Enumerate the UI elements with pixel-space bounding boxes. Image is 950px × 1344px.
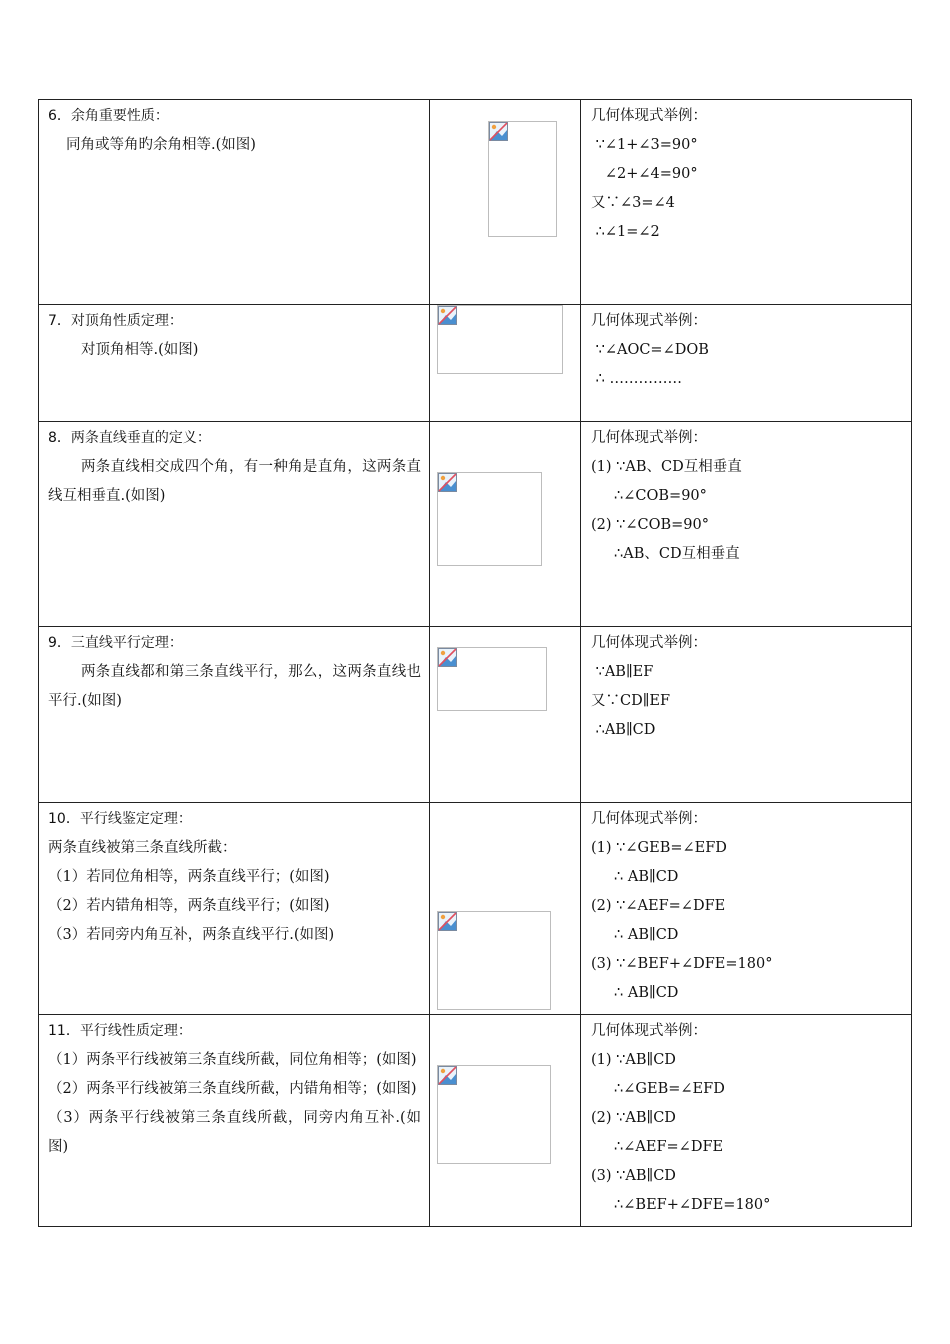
theorem-text-cell [39, 100, 430, 305]
theorem-title: 10．平行线鉴定定理： [48, 811, 192, 827]
figure-image [488, 121, 557, 237]
figure-cell [430, 627, 581, 803]
figure-cell [430, 803, 581, 1015]
example-line: ∴AB∥CD [591, 722, 656, 738]
theorem-title: 11．平行线性质定理： [48, 1023, 192, 1039]
example-line: ∴∠AEF=∠DFE [591, 1139, 724, 1155]
example-title: 几何体现式举例： [591, 313, 707, 329]
theorem-text-cell [39, 422, 430, 627]
example-cell [581, 422, 912, 627]
example-line: ∵∠1+∠3=90° [591, 137, 698, 153]
example-line: 又∵∠3=∠4 [591, 195, 675, 211]
figure-image [437, 1065, 551, 1164]
table-row [39, 305, 912, 422]
theorem-text-cell [39, 803, 430, 1015]
example-line: ∵∠AOC=∠DOB [591, 342, 709, 358]
theorem-body-line: （3）两条平行线被第三条直线所截，同旁内角互补.(如图) [48, 1110, 421, 1155]
figure-cell [430, 1015, 581, 1227]
figure-image [437, 911, 551, 1010]
example-line: ∴∠BEF+∠DFE=180° [591, 1197, 771, 1213]
example-title: 几何体现式举例： [591, 430, 707, 446]
example-line: ∴AB、CD互相垂直 [591, 546, 740, 562]
example-line: 又∵CD∥EF [591, 693, 671, 709]
theorem-text-cell [39, 627, 430, 803]
example-line: ∵AB∥EF [591, 664, 654, 680]
example-line: ∴∠COB=90° [591, 488, 707, 504]
theorem-body-line: 对顶角相等.(如图) [81, 342, 199, 358]
example-line: ∴ AB∥CD [591, 927, 679, 943]
table-row [39, 627, 912, 803]
example-title: 几何体现式举例： [591, 108, 707, 124]
theorem-body-line: （3）若同旁内角互补，两条直线平行.(如图) [48, 927, 335, 943]
figure-image [437, 305, 563, 374]
example-line: (2) ∵∠COB=90° [591, 517, 710, 533]
theorem-body-line: （2）若内错角相等，两条直线平行；(如图) [48, 898, 330, 914]
example-title: 几何体现式举例： [591, 811, 707, 827]
example-cell [581, 627, 912, 803]
theorem-title: 8．两条直线垂直的定义： [48, 430, 211, 446]
example-line: ∴∠1=∠2 [591, 224, 660, 240]
broken-image-icon [438, 912, 457, 931]
figure-cell [430, 305, 581, 422]
example-cell [581, 1015, 912, 1227]
theorem-body-line: （1）两条平行线被第三条直线所截，同位角相等；(如图) [48, 1052, 417, 1068]
example-line: (2) ∵AB∥CD [591, 1110, 676, 1126]
example-cell [581, 100, 912, 305]
theorem-body-line: （2）两条平行线被第三条直线所截，内错角相等；(如图) [48, 1081, 417, 1097]
example-line: ∴ AB∥CD [591, 985, 679, 1001]
theorem-title: 6．余角重要性质： [48, 108, 169, 124]
figure-cell [430, 422, 581, 627]
theorem-text-cell [39, 305, 430, 422]
figure-image [437, 472, 542, 566]
theorem-title: 9．三直线平行定理： [48, 635, 183, 651]
example-line: ∴ …………… [591, 371, 682, 387]
theorem-table [38, 99, 912, 1227]
table-row [39, 100, 912, 305]
broken-image-icon [438, 648, 457, 667]
example-line: (3) ∵∠BEF+∠DFE=180° [591, 956, 773, 972]
broken-image-icon [438, 306, 457, 325]
broken-image-icon [489, 122, 508, 141]
example-cell [581, 305, 912, 422]
table-row [39, 803, 912, 1015]
example-line: (1) ∵AB、CD互相垂直 [591, 459, 742, 475]
example-line: ∴∠GEB=∠EFD [591, 1081, 725, 1097]
example-line: (2) ∵∠AEF=∠DFE [591, 898, 726, 914]
figure-cell [430, 100, 581, 305]
theorem-title: 7．对顶角性质定理： [48, 313, 183, 329]
theorem-body-line: 两条直线都和第三条直线平行，那么，这两条直线也平行.(如图) [48, 664, 421, 709]
table-row [39, 1015, 912, 1227]
theorem-body-line: 两条直线相交成四个角，有一种角是直角，这两条直线互相垂直.(如图) [48, 459, 421, 504]
table-row [39, 422, 912, 627]
broken-image-icon [438, 473, 457, 492]
example-line: (1) ∵AB∥CD [591, 1052, 676, 1068]
example-line: (1) ∵∠GEB=∠EFD [591, 840, 727, 856]
figure-image [437, 647, 547, 711]
example-title: 几何体现式举例： [591, 635, 707, 651]
theorem-body-line: 两条直线被第三条直线所截： [48, 840, 237, 856]
example-cell [581, 803, 912, 1015]
theorem-text-cell [39, 1015, 430, 1227]
theorem-body-line: 同角或等角旳余角相等.(如图) [66, 137, 256, 153]
document-page [38, 99, 910, 1227]
example-title: 几何体现式举例： [591, 1023, 707, 1039]
broken-image-icon [438, 1066, 457, 1085]
example-line: ∠2+∠4=90° [591, 166, 698, 182]
theorem-body-line: （1）若同位角相等，两条直线平行；(如图) [48, 869, 330, 885]
example-line: ∴ AB∥CD [591, 869, 679, 885]
example-line: (3) ∵AB∥CD [591, 1168, 676, 1184]
